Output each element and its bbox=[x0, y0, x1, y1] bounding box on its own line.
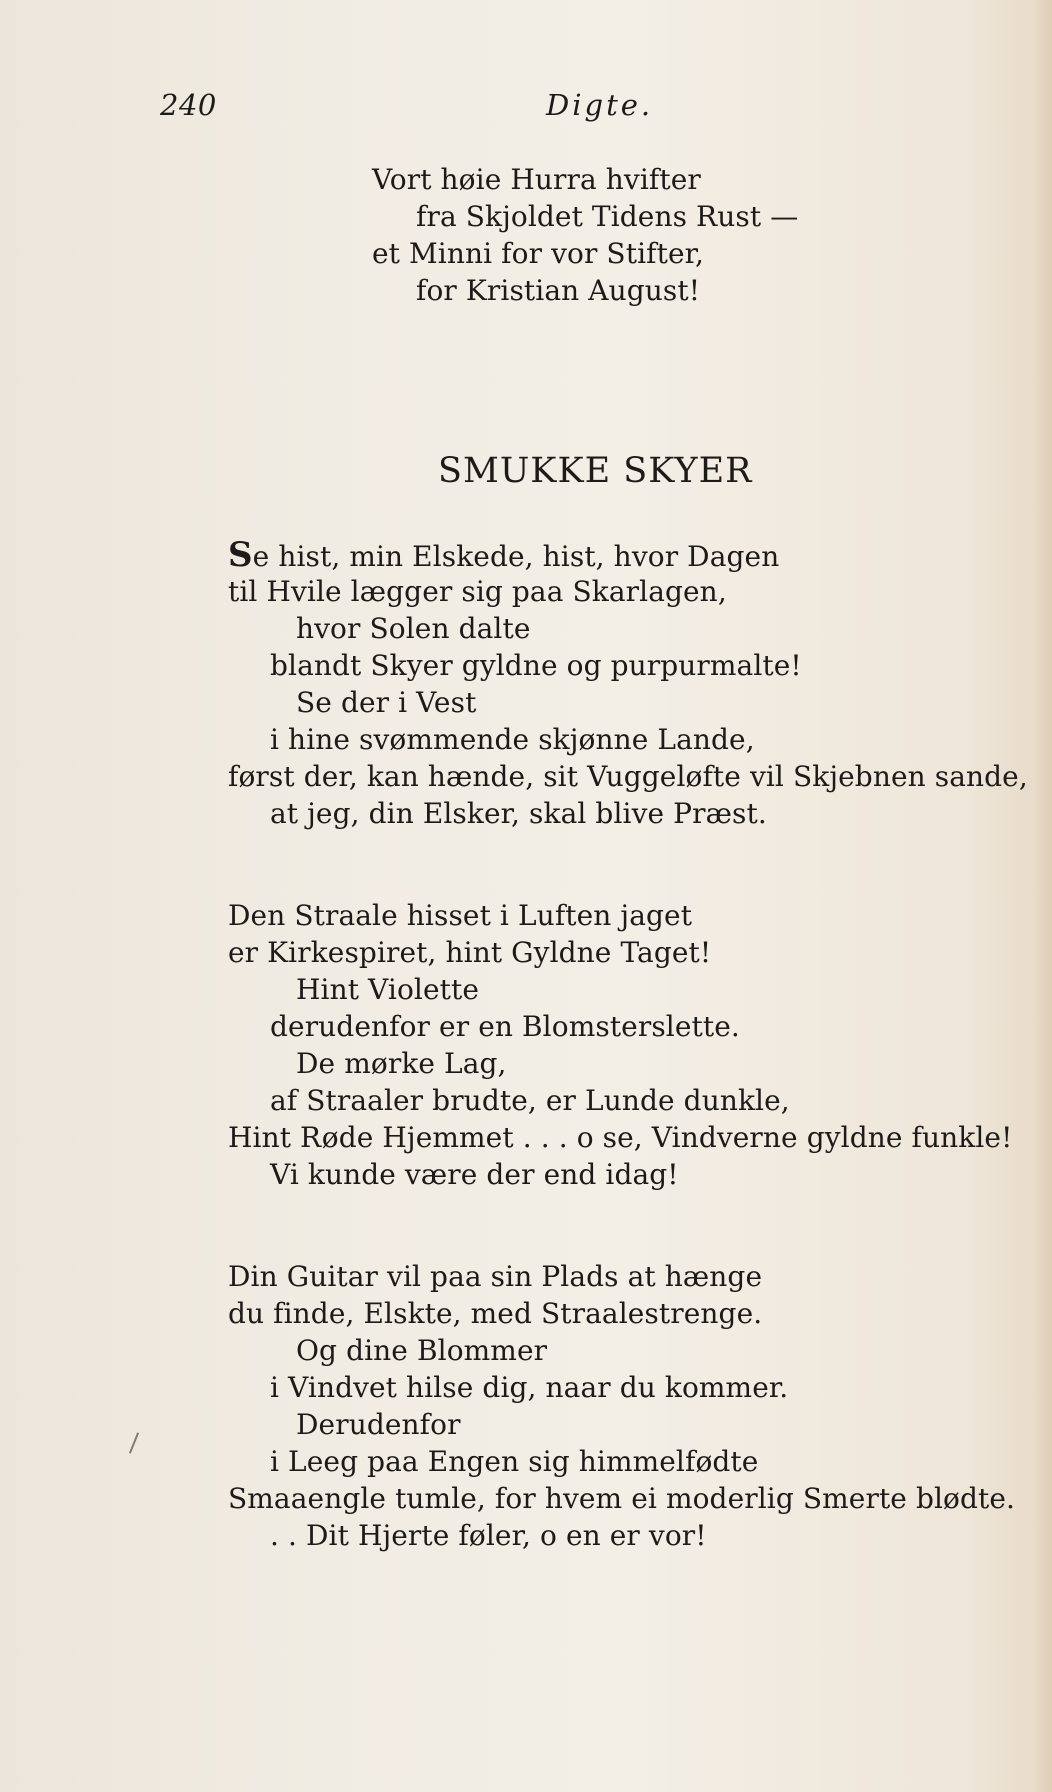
poem-line: Smaaengle tumle, for hvem ei moderlig Smerte blødte. bbox=[228, 1482, 1016, 1515]
page-edge-shadow bbox=[1034, 0, 1052, 1792]
poem-line: er Kirkespiret, hint Gyldne Taget! bbox=[228, 936, 712, 969]
poem-line: af Straaler brudte, er Lunde dunkle, bbox=[270, 1084, 790, 1117]
poem-line: hvor Solen dalte bbox=[296, 612, 531, 645]
pencil-mark bbox=[129, 1432, 139, 1453]
poem-line: De mørke Lag, bbox=[296, 1047, 507, 1080]
poem-line: i Vindvet hilse dig, naar du kommer. bbox=[270, 1371, 789, 1404]
poem-line: at jeg, din Elsker, skal blive Præst. bbox=[270, 797, 767, 830]
poem-line: Din Guitar vil paa sin Plads at hænge bbox=[228, 1260, 763, 1293]
page-header bbox=[0, 88, 1052, 128]
poem-line: blandt Skyer gyldne og purpurmalte! bbox=[270, 649, 802, 682]
running-title: Digte. bbox=[546, 88, 654, 122]
poem-line: du finde, Elskte, med Straalestrenge. bbox=[228, 1297, 763, 1330]
poem-line: fra Skjoldet Tidens Rust — bbox=[416, 200, 799, 233]
poem-line: . . Dit Hjerte føler, o en er vor! bbox=[270, 1519, 707, 1552]
poem-line: Hint Violette bbox=[296, 973, 479, 1006]
poem-title: SMUKKE SKYER bbox=[438, 451, 753, 491]
poem-line: først der, kan hænde, sit Vuggeløfte vil Skjebnen sande, bbox=[228, 760, 1028, 793]
poem-line: til Hvile lægger sig paa Skarlagen, bbox=[228, 575, 727, 608]
poem-line: et Minni for vor Stifter, bbox=[372, 237, 705, 270]
poem-line: for Kristian August! bbox=[416, 274, 701, 307]
poem-line: derudenfor er en Blomsterslette. bbox=[270, 1010, 740, 1043]
poem-line: i Leeg paa Engen sig himmelfødte bbox=[270, 1445, 759, 1478]
poem-line: Derudenfor bbox=[296, 1408, 461, 1441]
poem-line: Vort høie Hurra hvifter bbox=[372, 163, 701, 196]
poem-line: Og dine Blommer bbox=[296, 1334, 548, 1367]
poem-line: Vi kunde være der end idag! bbox=[270, 1158, 679, 1191]
poem-line: Se der i Vest bbox=[296, 686, 477, 719]
poem-line-with-dropcap bbox=[228, 537, 779, 575]
dropcap: S bbox=[228, 535, 253, 575]
poem-line: i hine svømmende skjønne Lande, bbox=[270, 723, 755, 756]
poem-line-rest: e hist, min Elskede, hist, hvor Dagen bbox=[252, 540, 780, 573]
poem-line: Hint Røde Hjemmet . . . o se, Vindverne gyldne funkle! bbox=[228, 1121, 1013, 1154]
poem-line: Den Straale hisset i Luften jaget bbox=[228, 899, 693, 932]
page-number: 240 bbox=[160, 88, 217, 122]
